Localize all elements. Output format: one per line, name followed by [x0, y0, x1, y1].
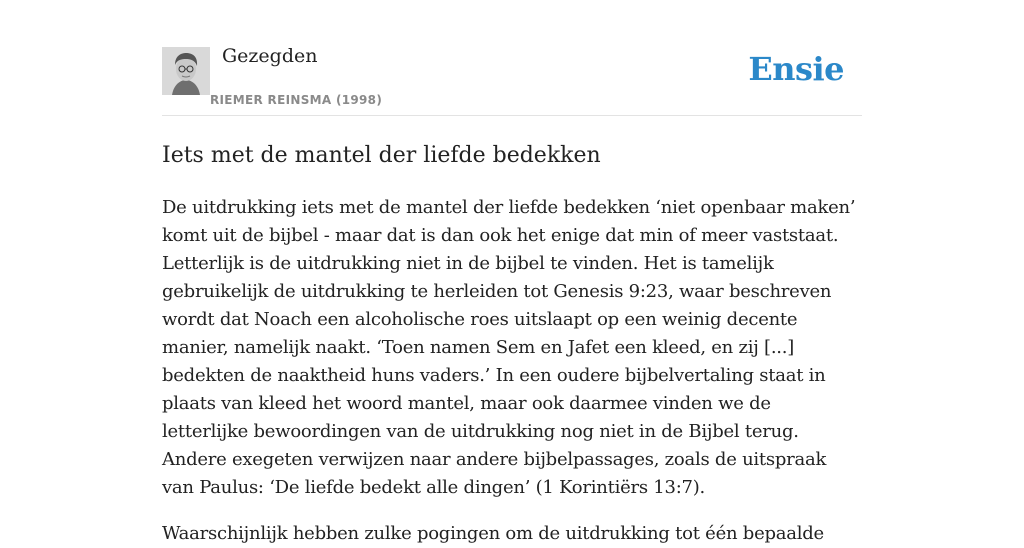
author-avatar[interactable] — [162, 47, 210, 95]
author-portrait-icon — [162, 47, 210, 95]
article-header — [162, 0, 862, 116]
article — [162, 0, 862, 548]
entry-title: Iets met de mantel der liefde bedekken — [162, 143, 601, 168]
site-logo[interactable]: Ensie — [748, 50, 844, 88]
author-name: RIEMER REINSMA (1998) — [210, 93, 383, 107]
body-paragraph: Waarschijnlijk hebben zulke pogingen om de uitdrukking tot één bepaalde — [162, 523, 824, 544]
source-title-link[interactable]: Gezegden — [222, 45, 318, 67]
body-paragraph: De uitdrukking iets met de mantel der liefde bedekken ‘niet openbaar maken’ komt uit de bijbel - maar dat is dan ook het enige dat min of meer vaststaat. Letterlijk is de uitdrukking niet in de bijbel te vinden. Het is tamelijk gebruikelijk de uitdrukking te herleiden tot Genesis 9:23, waar beschreven wordt dat Noach een alcoholische roes uitslaapt op een weinig decente manier, namelijk naakt. ‘Toen namen Sem en Jafet een kleed, en zij [...] bedekten de naaktheid huns vaders.’ In een oudere bijbelvertaling staat in plaats van kleed het woord mantel, maar ook daarmee vinden we de letterlijke bewoordingen van de uitdrukking nog niet in de Bijbel terug. Andere exegeten verwijzen naar andere bijbelpassages, zoals de uitspraak van Paulus: ‘De liefde bedekt alle dingen’ (1 Korintiërs 13:7). — [162, 197, 856, 498]
entry-body — [162, 194, 862, 548]
